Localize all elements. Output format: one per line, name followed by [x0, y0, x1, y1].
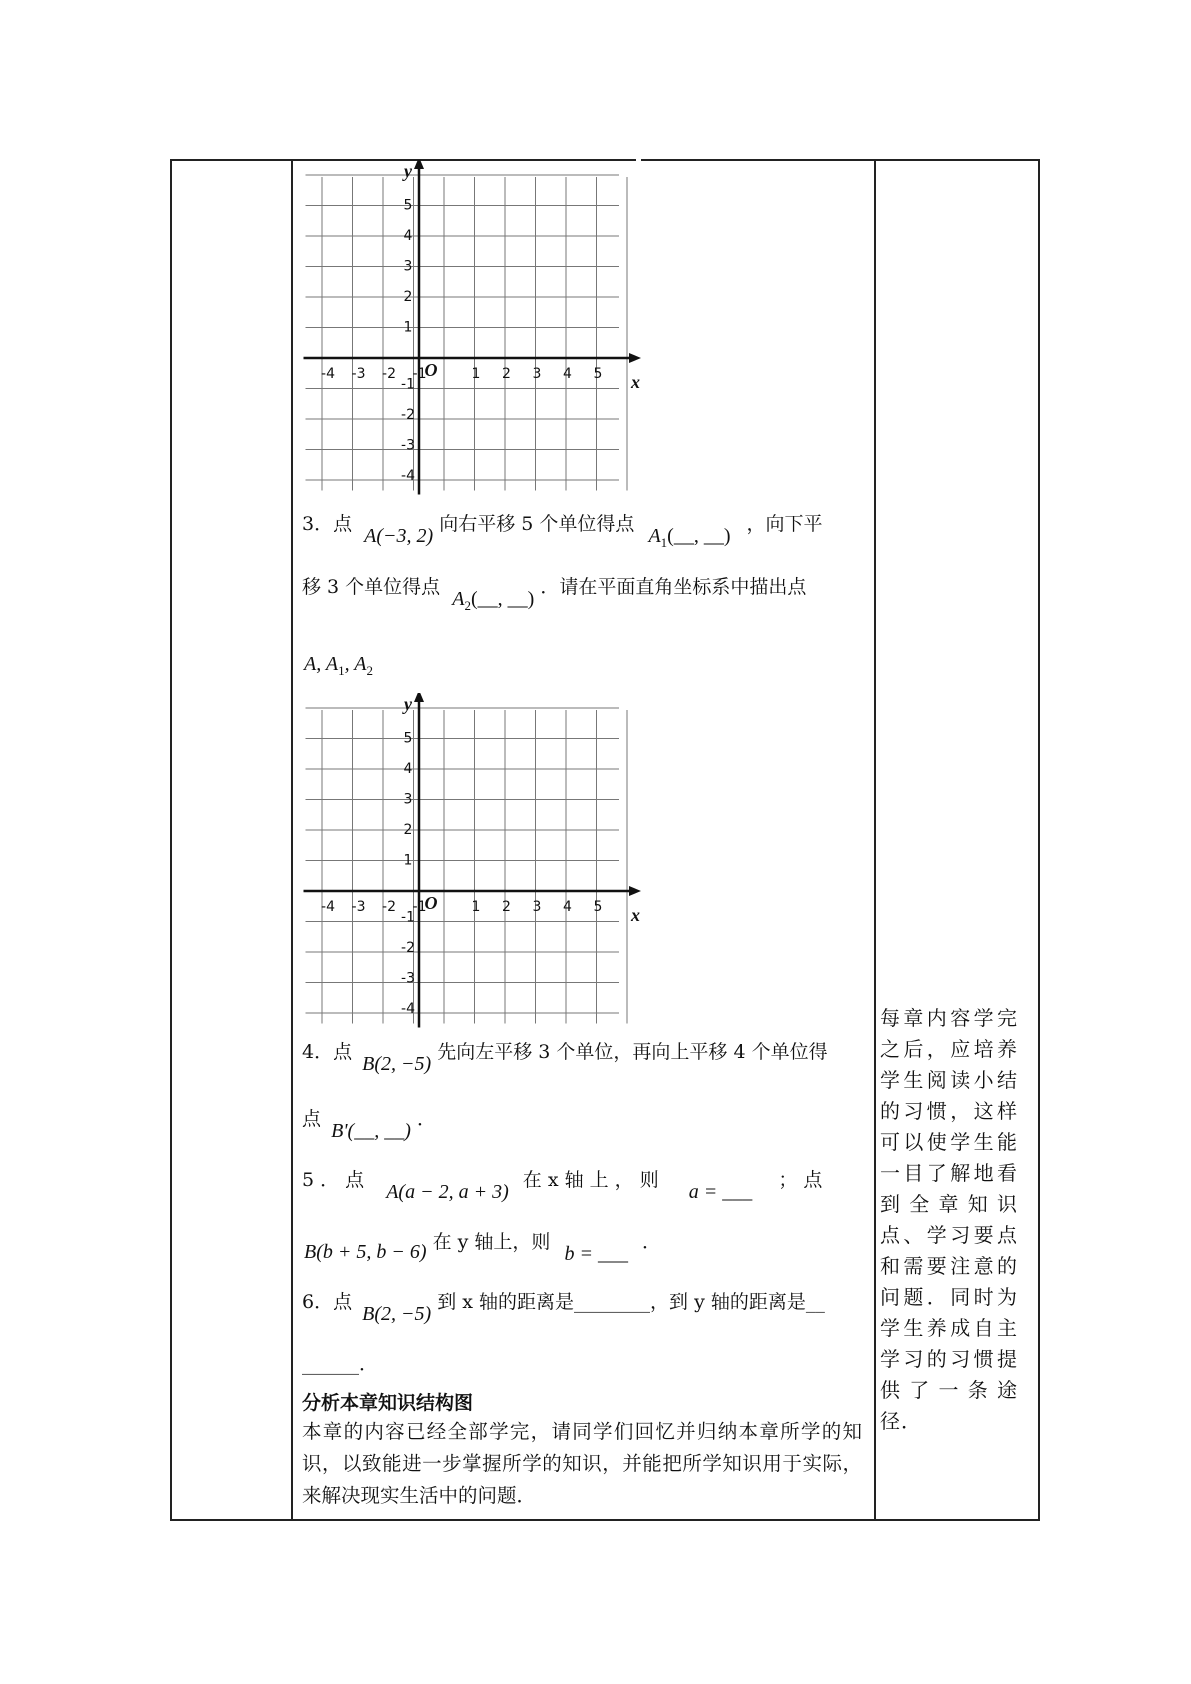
x-axis-arrow — [629, 353, 641, 363]
point-a: A(−3, 2) — [364, 525, 434, 547]
question-5-line-1: 5 ． 点 A(a − 2, a + 3) 在 x 轴 上 ， 则 a = ___ ； 点 — [302, 1169, 823, 1203]
table-top-border-right — [641, 159, 1040, 161]
x-axis-label: x — [631, 372, 640, 392]
y-tick-label: 5 — [403, 730, 413, 747]
question-3-line-2: 移 3 个单位得点 $A_2(\_\_$, __) ．请在平面直角坐标系中描出点 — [302, 576, 807, 613]
coordinate-grid-2 — [290, 693, 650, 1038]
x-tick-label: 5 — [593, 899, 603, 915]
x-tick-label: 1 — [471, 899, 481, 915]
y-tick-label: 1 — [403, 319, 413, 336]
point-a1: $A_1(\_\_$, __) — [648, 525, 731, 550]
y-tick-label: -3 — [401, 970, 415, 987]
x-tick-label: 5 — [593, 366, 603, 382]
y-tick-label: 2 — [403, 822, 413, 838]
x-tick-label: 3 — [532, 366, 542, 382]
y-tick-label: -1 — [401, 376, 415, 393]
x-axis-label: x — [631, 905, 640, 925]
x-tick-label: 1 — [471, 366, 481, 382]
section-paragraph: 本章的内容已经全部学完，请同学们回忆并归纳本章所学的知识，以致能进一步掌握所学的知识，并能把所学知识用于实际，来解决现实生活中的问题． — [302, 1420, 862, 1507]
table-col-divider-2 — [874, 159, 876, 1520]
y-tick-label: 3 — [403, 791, 413, 808]
question-4-line-1: 4．点 B(2, −5) 先向左平移 3 个单位，再向上平移 4 个单位得 — [302, 1041, 828, 1075]
coordinate-grid-1 — [290, 160, 650, 505]
origin-label: O — [424, 360, 438, 380]
question-6-line-1: 6．点 B(2, −5) 到 x 轴的距离是________，到 y 轴的距离是__ — [302, 1291, 825, 1325]
y-tick-label: -2 — [401, 940, 415, 956]
x-tick-label: -2 — [382, 366, 396, 382]
question-6-line-2: ______． — [302, 1353, 379, 1375]
y-tick-label: 5 — [403, 197, 413, 214]
x-tick-label: 4 — [563, 899, 572, 915]
x-tick-label: 2 — [502, 899, 511, 915]
y-tick-label: -4 — [401, 468, 415, 484]
x-tick-label: -1 — [412, 366, 427, 382]
y-tick-label: 3 — [403, 258, 413, 275]
y-tick-label: -2 — [401, 407, 415, 423]
y-axis-arrow — [414, 693, 424, 702]
table-left-border — [170, 159, 172, 1520]
x-axis-arrow — [629, 886, 641, 896]
x-tick-label: 4 — [563, 366, 572, 382]
point-b: B(2, −5) — [362, 1053, 432, 1075]
x-tick-label: -3 — [351, 899, 366, 915]
section-heading: 分析本章知识结构图 — [302, 1392, 474, 1414]
question-4-line-2: 点 B'(__, __) ． — [302, 1108, 436, 1142]
x-tick-label: -4 — [321, 899, 335, 915]
y-tick-label: -4 — [401, 1001, 415, 1017]
x-tick-label: -1 — [412, 899, 427, 915]
y-tick-label: 1 — [403, 852, 413, 869]
x-tick-label: -3 — [351, 366, 366, 382]
teaching-note: 每章内容学完之后，应培养学生阅读小结的习惯，这样可以使学生能一目了解地看到全章知识点、学习要点和需要注意的问题．同时为学生养成自主学习的习惯提供了一条途径． — [880, 1006, 1018, 1433]
y-axis-label: y — [404, 694, 412, 714]
y-axis-label: y — [404, 161, 412, 181]
x-tick-label: 2 — [502, 366, 511, 382]
x-tick-label: -2 — [382, 899, 396, 915]
y-tick-label: 2 — [403, 289, 413, 305]
y-axis-arrow — [414, 160, 424, 169]
y-tick-label: -3 — [401, 437, 415, 454]
table-right-border — [1038, 159, 1040, 1520]
x-tick-label: 3 — [532, 899, 542, 915]
y-tick-label: -1 — [401, 909, 415, 926]
question-3-points: A, $A_1$, $A_2$ — [304, 653, 373, 678]
x-tick-label: -4 — [321, 366, 335, 382]
table-bottom-border — [170, 1519, 1040, 1521]
y-tick-label: 4 — [403, 761, 413, 777]
question-5-line-2: B(b + 5, b − 6) 在 y 轴上，则 b = ___ ． — [304, 1231, 662, 1265]
question-3-line-1: 3．点 A(−3, 2) 向右平移 5 个单位得点 $A_1(\_\_$, __) ，向下平 — [302, 513, 823, 550]
point-a2: $A_2(\_\_$, __) — [452, 588, 535, 613]
point-b-prime: B'(__, __) — [331, 1120, 411, 1142]
origin-label: O — [424, 893, 438, 913]
y-tick-label: 4 — [403, 228, 413, 244]
